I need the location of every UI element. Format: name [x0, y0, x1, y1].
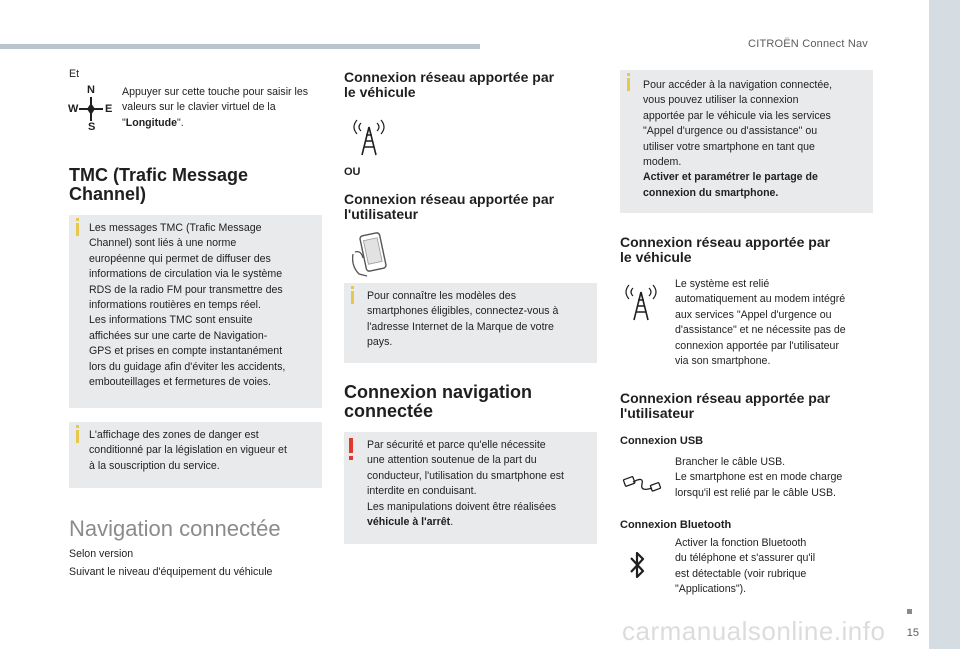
ou-label: OU	[344, 166, 361, 178]
header-rule	[0, 44, 480, 49]
et-label: Et	[69, 68, 80, 80]
tmc-title: TMC (Trafic Message Channel)	[69, 165, 249, 204]
vehicle-network-title: Connexion réseau apportée par le véhicule	[344, 69, 555, 100]
antenna-icon-2	[623, 282, 659, 322]
tmc-info-box	[69, 215, 322, 408]
compass-key-icon	[68, 84, 114, 134]
suivant-niveau-text: Suivant le niveau d'équipement du véhicule	[69, 566, 273, 578]
usb-title: Connexion USB	[620, 435, 704, 447]
usb-text: Brancher le câble USB. Le smartphone est en mode charge lorsqu'il est relié par le câble USB.	[675, 456, 843, 499]
info-icon	[627, 73, 630, 76]
compass-s: S	[88, 121, 96, 133]
longitude-instruction: Appuyer sur cette touche pour saisir les valeurs sur le clavier virtuel de la "Longitude".	[122, 86, 309, 129]
user-network-title: Connexion réseau apportée par l'utilisateur	[344, 191, 555, 222]
vehicle-modem-text: Le système est relié automatiquement au modem intégré aux services "Appel d'urgence ou d'assistance" et ne nécessite pas de connexion apportée par l'utilisateur via son smartphone.	[675, 278, 846, 368]
warning-icon	[349, 438, 353, 453]
info-icon	[351, 286, 354, 289]
header-brand: CITROËN Connect Nav	[748, 38, 868, 50]
compass-e: E	[105, 103, 113, 115]
smartphone-hand-icon	[349, 232, 391, 278]
connected-nav-info-box	[620, 70, 873, 213]
safety-warning-box	[344, 432, 597, 544]
watermark: carmanualsonline.info	[622, 616, 886, 646]
info-icon	[76, 425, 79, 428]
vehicle-network-title-2: Connexion réseau apportée par le véhicule	[620, 234, 831, 265]
page-number: 15	[906, 627, 919, 639]
smartphone-info-text: Pour connaître les modèles des smartphones éligibles, connectez-vous à l'adresse Internet de la Marque de votre pays.	[367, 290, 559, 349]
page-marker	[907, 609, 912, 614]
bluetooth-title: Connexion Bluetooth	[620, 519, 732, 531]
info-icon	[76, 218, 79, 221]
connexion-navigation-title: Connexion navigation connectée	[344, 382, 533, 421]
compass-n: N	[87, 84, 95, 96]
smartphone-info-box	[344, 283, 597, 363]
compass-w: W	[68, 103, 79, 115]
user-network-title-2: Connexion réseau apportée par l'utilisateur	[620, 390, 831, 421]
bluetooth-icon	[628, 550, 646, 580]
safety-warning-text: Par sécurité et parce qu'elle nécessite une attention soutenue de la part du conducteur, l'utilisation du smartphone est interdite en conduisant. Les manipulations doivent être réalisées véhicule à l'arrêt.	[367, 439, 564, 529]
usb-cable-icon	[622, 470, 662, 498]
danger-zone-text: L'affichage des zones de danger est conditionné par la législation en vigueur et à la souscription du service.	[89, 429, 287, 472]
connected-nav-info-text: Pour accéder à la navigation connectée, vous pouvez utiliser la connexion apportée par le véhicule via les services "Appel d'urgence ou d'assistance" ou utiliser votre smartphone en tant que modem. Activer et paramétrer le partage de connexion du smartphone.	[643, 79, 833, 199]
page-edge-strip	[929, 0, 960, 649]
tmc-info-text: Les messages TMC (Trafic Message Channel) sont liés à une norme européenne qui permet de diffuser des informations de circulation via le système RDS de la radio FM pour transmettre des informations routières en temps réel. Les informations TMC sont ensuite affichées sur une carte de Navigation- GPS et prises en compte instantanément lors du guidage afin d'éviter les accidents, embouteillages et fermetures de voies.	[89, 222, 286, 389]
antenna-icon	[351, 117, 387, 157]
bluetooth-text: Activer la fonction Bluetooth du téléphone et s'assurer qu'il est détectable (voir rubrique "Applications").	[675, 537, 816, 596]
danger-zone-info-box	[69, 422, 322, 488]
selon-version-text: Selon version	[69, 548, 134, 560]
navigation-connectee-heading: Navigation connectée	[69, 516, 281, 541]
